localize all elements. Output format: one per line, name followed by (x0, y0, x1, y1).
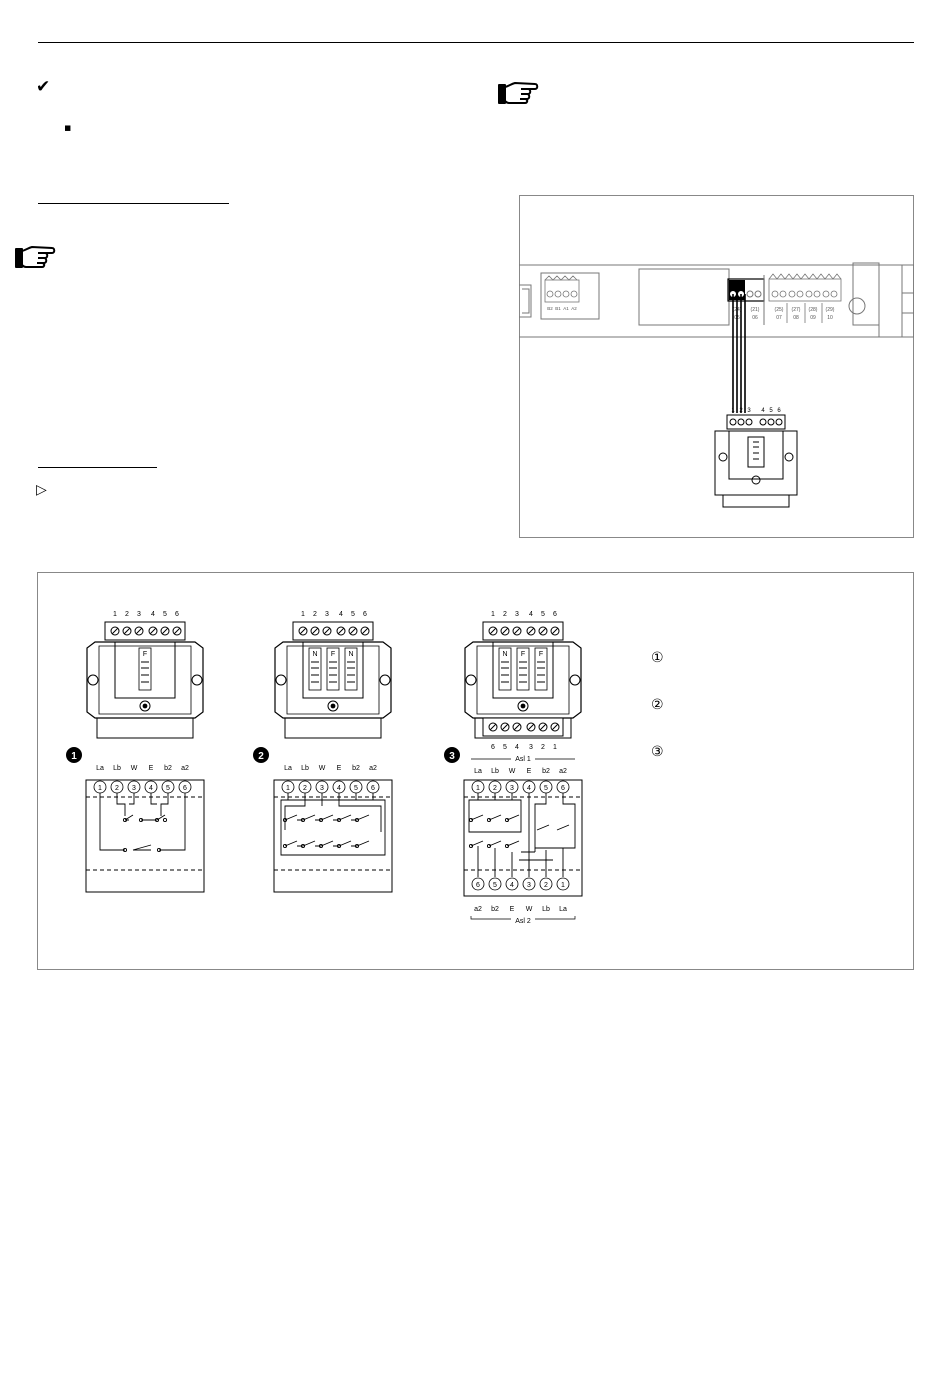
terminal-number: 3 (132, 785, 136, 792)
board-label: 06 (752, 315, 758, 321)
terminal-label: La (474, 768, 482, 775)
variant-marker: 1 (71, 751, 77, 762)
board-label: (21) (750, 307, 760, 313)
triangle-icon: ▷ (36, 482, 47, 498)
section-underline (38, 203, 229, 204)
terminal-label: W (508, 768, 516, 775)
terminal-number: 5 (163, 611, 167, 618)
terminal-number: 4 (510, 882, 514, 889)
asl2-label: Asl 2 (515, 918, 531, 925)
terminal-number: 5 (541, 611, 545, 618)
terminal-number: 4 (761, 408, 765, 414)
terminal-number: 5 (493, 882, 497, 889)
terminal-number: 4 (527, 785, 531, 792)
chip-label: F (520, 651, 526, 658)
variant-marker: 2 (258, 751, 264, 762)
terminal-number: 2 (544, 882, 548, 889)
check-icon: ✔ (36, 77, 51, 97)
terminal-label: a2 (474, 906, 482, 913)
terminal-number: 6 (561, 785, 565, 792)
terminal-number: 2 (493, 785, 497, 792)
header-rule (38, 42, 914, 43)
terminal-label: Lb (301, 765, 309, 772)
chip-label: N (312, 651, 318, 658)
terminal-number: 1 (113, 611, 117, 618)
terminal-label: b2 (164, 765, 172, 772)
terminal-label: E (509, 906, 515, 913)
board-label: B1 (555, 306, 561, 311)
board-label: B2 (547, 306, 553, 311)
terminal-number: 6 (363, 611, 367, 618)
asl1-label: Asl 1 (515, 756, 531, 763)
terminal-number: 1 (491, 611, 495, 618)
board-label: 08 (793, 315, 799, 321)
board-label: (29) (825, 307, 835, 313)
terminal-number: 2 (313, 611, 317, 618)
variant-1 (66, 611, 204, 892)
connection-diagram (519, 195, 914, 538)
terminal-number: 1 (98, 785, 102, 792)
terminal-label: b2 (542, 768, 550, 775)
terminal-label: b2 (491, 906, 499, 913)
terminal-number: 2 (125, 611, 129, 618)
terminal-number: 2 (303, 785, 307, 792)
terminal-label: Lb (491, 768, 499, 775)
chip-label: N (348, 651, 354, 658)
terminal-number: 5 (351, 611, 355, 618)
terminal-number: 2 (541, 744, 545, 751)
terminal-number: 4 (337, 785, 341, 792)
subsection-underline (38, 467, 157, 468)
terminal-label: La (559, 906, 567, 913)
terminal-number: 6 (175, 611, 179, 618)
chip-label: F (142, 651, 148, 658)
board-label: 07 (776, 315, 782, 321)
variant-2 (253, 611, 392, 892)
chip-label: F (330, 651, 336, 658)
terminal-number: 6 (183, 785, 187, 792)
terminal-label: W (318, 765, 326, 772)
terminal-label: W (525, 906, 533, 913)
terminal-number: 6 (553, 611, 557, 618)
terminal-number: 4 (339, 611, 343, 618)
terminal-label: E (148, 765, 154, 772)
terminal-label: b2 (352, 765, 360, 772)
terminal-label: a2 (369, 765, 377, 772)
board-label: 10 (827, 315, 833, 321)
terminal-number: 1 (553, 744, 557, 751)
terminal-label: a2 (181, 765, 189, 772)
terminal-number: 5 (166, 785, 170, 792)
terminal-label: W (130, 765, 138, 772)
terminal-number: 5 (769, 408, 773, 414)
terminal-number: 3 (515, 611, 519, 618)
terminal-number: 3 (747, 408, 751, 414)
terminal-number: 5 (544, 785, 548, 792)
terminal-number: 2 (503, 611, 507, 618)
bullet-icon: ▪ (64, 121, 72, 134)
terminal-number: 4 (529, 611, 533, 618)
terminal-number: 1 (476, 785, 480, 792)
legend-marker: ② (651, 697, 664, 713)
board-label: 05 (734, 315, 740, 321)
terminal-number: 2 (115, 785, 119, 792)
terminal-number: 2 (739, 408, 743, 414)
board-label: (27) (791, 307, 801, 313)
chip-label: N (502, 651, 508, 658)
terminal-number: 3 (137, 611, 141, 618)
legend-marker: ① (651, 650, 664, 666)
terminal-number: 3 (510, 785, 514, 792)
board-label: A2 (571, 306, 577, 311)
terminal-number: 3 (529, 744, 533, 751)
terminal-number: 6 (491, 744, 495, 751)
terminal-label: E (336, 765, 342, 772)
terminal-number: 6 (371, 785, 375, 792)
legend-marker: ③ (651, 744, 664, 760)
pointing-hand-icon (14, 245, 58, 271)
board-label: (24) (732, 307, 742, 313)
terminal-label: La (96, 765, 104, 772)
terminal-number: 4 (151, 611, 155, 618)
terminal-number: 6 (476, 882, 480, 889)
terminal-number: 4 (515, 744, 519, 751)
terminal-number: 5 (503, 744, 507, 751)
terminal-number: 4 (149, 785, 153, 792)
board-label: A1 (563, 306, 569, 311)
terminal-number: 3 (325, 611, 329, 618)
pointing-hand-icon (497, 81, 541, 107)
board-label: (28) (808, 307, 818, 313)
terminal-number: 1 (286, 785, 290, 792)
terminal-label: La (284, 765, 292, 772)
variant-3 (444, 611, 582, 925)
terminal-number: 1 (561, 882, 565, 889)
terminal-label: a2 (559, 768, 567, 775)
variant-marker: 3 (449, 751, 455, 762)
terminal-label: Lb (113, 765, 121, 772)
terminal-number: 5 (354, 785, 358, 792)
terminal-number: 3 (320, 785, 324, 792)
terminal-number: 6 (777, 408, 781, 414)
chip-label: F (538, 651, 544, 658)
terminal-number: 3 (527, 882, 531, 889)
board-label: (25) (774, 307, 784, 313)
variants-diagram (37, 572, 914, 970)
terminal-label: Lb (542, 906, 550, 913)
terminal-label: E (526, 768, 532, 775)
board-label: 09 (810, 315, 816, 321)
terminal-number: 1 (301, 611, 305, 618)
terminal-number: 1 (731, 408, 735, 414)
